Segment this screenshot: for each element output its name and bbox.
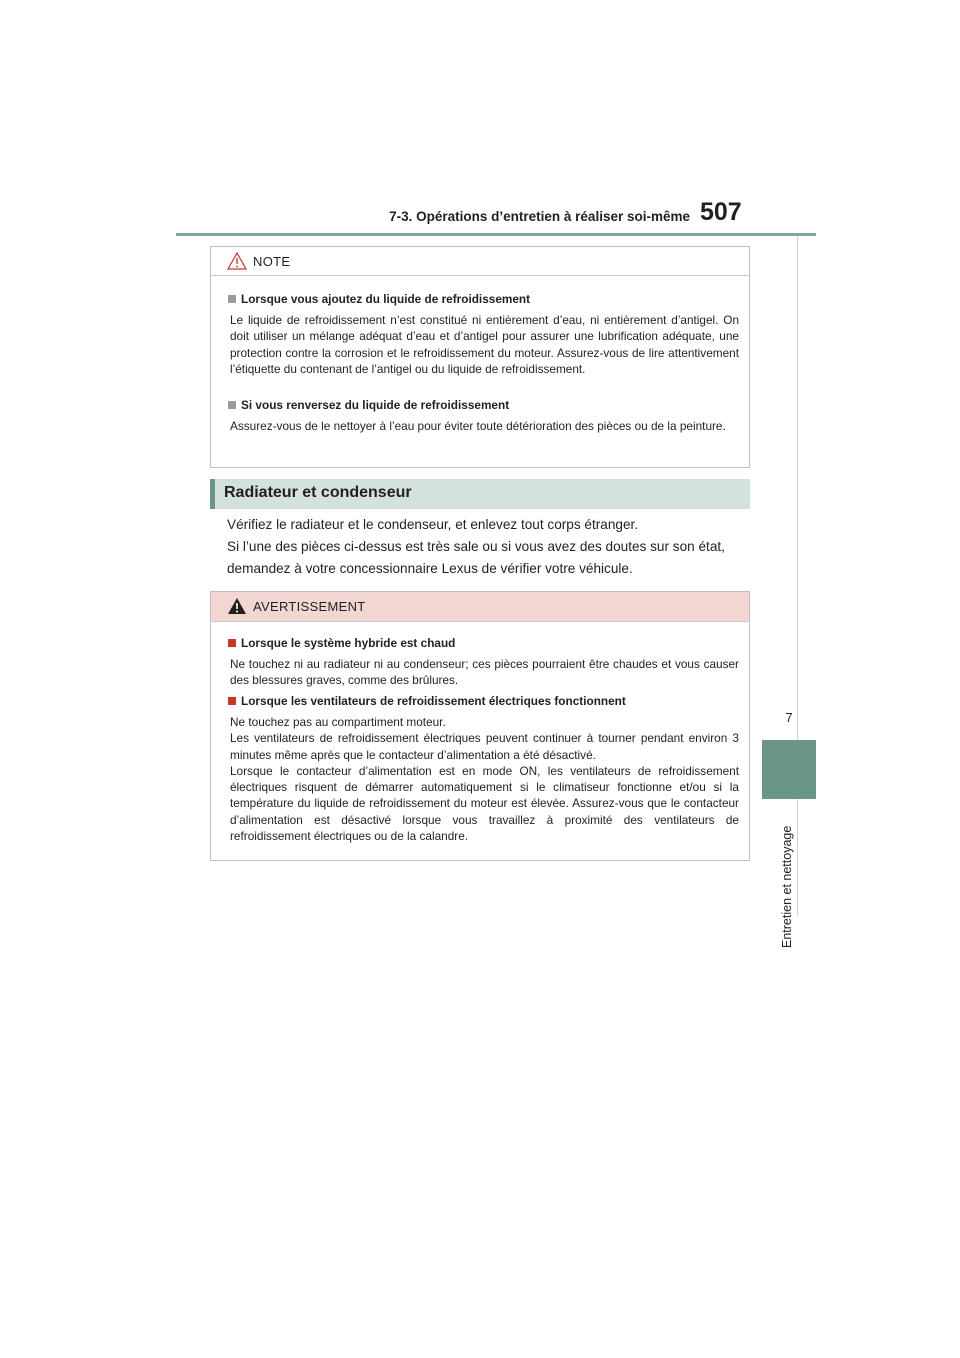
body-paragraph: Vérifiez le radiateur et le condenseur, et enlevez tout corps étranger. — [227, 517, 639, 532]
section-accent — [210, 479, 215, 509]
warning-item-title: Lorsque les ventilateurs de refroidissement électriques fonctionnent — [228, 694, 626, 708]
square-bullet-icon — [228, 401, 236, 409]
square-bullet-icon — [228, 295, 236, 303]
warning-item-body: Ne touchez ni au radiateur ni au condenseur; ces pièces pourraient être chaudes et vous causer des blessures graves, comme des brûlures. — [230, 657, 739, 688]
warning-box — [210, 591, 750, 861]
note-item-body: Le liquide de refroidissement n’est constitué ni entièrement d’eau, ni entièrement d’antigel. On doit utiliser un mélange adéquat d’eau et d’antigel pour assurer une lubrification adéquate, une protection contre la corrosion et le refroidissement du moteur. Assurez-vous de lire attentivement l’étiquette du contenant de l’antigel ou du liquide de refroidissement. — [230, 313, 739, 376]
running-header: 7-3. Opérations d’entretien à réaliser soi-même — [389, 209, 690, 224]
chapter-number: 7 — [785, 710, 793, 725]
warning-body-line: Lorsque le contacteur d’alimentation est en mode ON, les ventilateurs de refroidissement électriques risquent de démarrer automatiquement si le climatiseur fonctionne et/ou si la température du liquide de refroidissement du moteur est élevée. Assurez-vous que le contacteur d’alimentation est désactivé lorsque vous travaillez à proximité des ventilateurs de refroidissement électriques ou de la calandre. — [230, 763, 739, 844]
warning-triangle-filled-icon — [227, 597, 247, 615]
section-heading-bar — [210, 479, 750, 509]
chapter-tab — [762, 740, 816, 799]
note-item-title: Lorsque vous ajoutez du liquide de refroidissement — [228, 292, 530, 306]
header-rule — [176, 233, 816, 236]
body-paragraph: Si l’une des pièces ci-dessus est très sale ou si vous avez des doutes sur son état, demandez à votre concessionnaire Lexus de vérifier votre véhicule. — [227, 539, 725, 576]
note-item-body: Assurez-vous de le nettoyer à l’eau pour éviter toute détérioration des pièces ou de la peinture. — [230, 419, 726, 433]
square-bullet-icon — [228, 639, 236, 647]
square-bullet-icon — [228, 697, 236, 705]
caution-triangle-outline-icon — [227, 252, 247, 270]
section-title: Radiateur et condenseur — [224, 484, 412, 501]
note-box-header — [211, 247, 749, 276]
chapter-title: Entretien et nettoyage — [780, 825, 794, 948]
warning-label: AVERTISSEMENT — [253, 599, 366, 614]
side-tab-line — [797, 236, 798, 916]
note-box — [210, 246, 750, 468]
page-number: 507 — [700, 198, 742, 226]
warning-item-body — [230, 714, 739, 844]
warning-box-header — [211, 592, 749, 622]
note-label: NOTE — [253, 254, 291, 269]
warning-body-line: Ne touchez pas au compartiment moteur. — [230, 715, 446, 729]
warning-body-line: Les ventilateurs de refroidissement électriques peuvent continuer à tourner pendant environ 3 minutes même après que le contacteur d’alimentation a été désactivé. — [230, 731, 739, 762]
warning-item-title: Lorsque le système hybride est chaud — [228, 636, 455, 650]
chapter-title-vertical — [778, 800, 794, 950]
note-item-title: Si vous renversez du liquide de refroidissement — [228, 398, 509, 412]
